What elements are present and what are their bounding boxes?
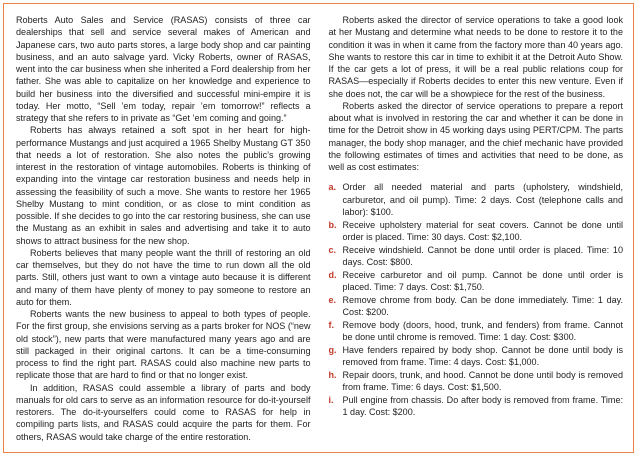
- list-item: [329, 181, 624, 218]
- list-item: [329, 294, 624, 319]
- item-label: f.: [328, 319, 335, 330]
- list-item: [329, 369, 624, 394]
- item-text: Order all needed material and parts (upholstery, windshield, carburetor, and oil pump). Time: 2 days. Cost (telephone calls and labor): $100.: [342, 182, 623, 217]
- paragraph: Roberts asked the director of service operations to take a good look at her Mustang and determine what needs to be done to restore it to the condition it was in when it came from the factory more than 40 years ago. She wants to restore this car in time to exhibit it at the Detroit Auto Show. If the car gets a lot of press, it will be a real public relations coup for RASAS—especially if Roberts decides to enter this new venture. Even if she does not, the car will be a showpiece for the rest of the business.: [328, 15, 623, 99]
- item-label: g.: [328, 344, 337, 355]
- item-text: Receive upholstery material for seat covers. Cannot be done until order is placed. Time: 30 days. Cost: $2,100.: [342, 219, 623, 242]
- left-column: [16, 14, 311, 444]
- paragraph: Roberts wants the new business to appeal to both types of people. For the first group, she envisions serving as a parts broker for NOS (“new old stock”), new parts that were manufactured many years ago and are still packaged in their original cartons. It can be a time-consuming process to find the right part. RASAS could also machine new parts to replicate those that are hard to find or that no longer exist.: [16, 309, 311, 381]
- item-text: Receive windshield. Cannot be done until order is placed. Time: 10 days. Cost: $800.: [342, 244, 623, 267]
- case-page: [3, 3, 634, 453]
- list-item: [329, 244, 624, 269]
- list-item: [329, 269, 624, 294]
- item-label: i.: [328, 394, 334, 405]
- item-text: Remove chrome from body. Can be done immediately. Time: 1 day. Cost: $200.: [342, 294, 623, 317]
- list-item: [329, 344, 624, 369]
- paragraph: Roberts asked the director of service operations to prepare a report about what is involved in restoring the car and whether it can be done in time for the Detroit show in 45 working days using PERT/CPM. The parts manager, the body shop manager, and the chief mechanic have provided the following estimates of times and activities that need to be done, as well as cost estimates:: [328, 100, 623, 172]
- paragraph: Roberts Auto Sales and Service (RASAS) consists of three car dealerships that sell and service several makes of American and Japanese cars, two auto parts stores, a large body shop and car painting business, and an auto salvage yard. Vicky Roberts, owner of RASAS, went into the car business when she inherited a Ford dealership from her father. She was able to capitalize on her knowledge and experience to build her business into the diversified and successful mini-empire it is today. Her motto, “Sell ’em today, repair ’em tomorrow!” reflects a strategy that she refers to in private as “Get ’em coming and going.”: [16, 15, 311, 123]
- list-item: [329, 394, 624, 419]
- paragraph: Roberts has always retained a soft spot in her heart for high-performance Mustangs and just acquired a 1965 Shelby Mustang GT 350 that needs a lot of restoration. She also notes the public’s growing interest in the restoration of vintage automobiles. Roberts is thinking of expanding into the vintage car restoration business and needs help in assessing the feasibility of such a move. She wants to restore her 1965 Shelby Mustang to mint condition, or as close to mint condition as possible. If she decides to go into the car restoring business, she can use the Mustang as an exhibit in sales and advertising and take it to auto shows to attract business for the new shop.: [16, 125, 311, 246]
- item-label: h.: [328, 369, 337, 380]
- item-label: d.: [328, 269, 337, 280]
- list-item: [329, 219, 624, 244]
- right-column: [329, 14, 624, 444]
- item-label: e.: [328, 294, 337, 305]
- estimates-list: [329, 181, 624, 418]
- list-item: [329, 319, 624, 344]
- item-label: a.: [328, 182, 337, 193]
- item-label: c.: [328, 244, 337, 255]
- item-label: b.: [328, 219, 337, 230]
- item-text: Repair doors, trunk, and hood. Cannot be done until body is removed from frame. Time: 6 days. Cost: $1,500.: [342, 369, 623, 392]
- paragraph: Roberts believes that many people want the thrill of restoring an old car themselves, but they do not have the time to run down all the old parts. Still, others just want to own a vintage auto because it is different and many of them have plenty of money to pay someone to restore an auto for them.: [16, 247, 311, 307]
- item-text: Have fenders repaired by body shop. Cannot be done until body is removed from frame. Time: 4 days. Cost: $1,000.: [342, 344, 623, 367]
- item-text: Pull engine from chassis. Do after body is removed from frame. Time: 1 day. Cost: $200.: [342, 394, 623, 417]
- paragraph: In addition, RASAS could assemble a library of parts and body manuals for old cars to serve as an information resource for do-it-yourself restorers. The do-it-yourselfers could come to RASAS for help in compiling parts lists, and RASAS could acquire the parts for them. For others, RASAS would take charge of the entire restoration.: [16, 382, 311, 442]
- item-text: Remove body (doors, hood, trunk, and fenders) from frame. Cannot be done until chrome is removed. Time: 1 day. Cost: $300.: [342, 319, 623, 342]
- item-text: Receive carburetor and oil pump. Cannot be done until order is placed. Time: 7 days. Cost: $1,750.: [342, 269, 623, 292]
